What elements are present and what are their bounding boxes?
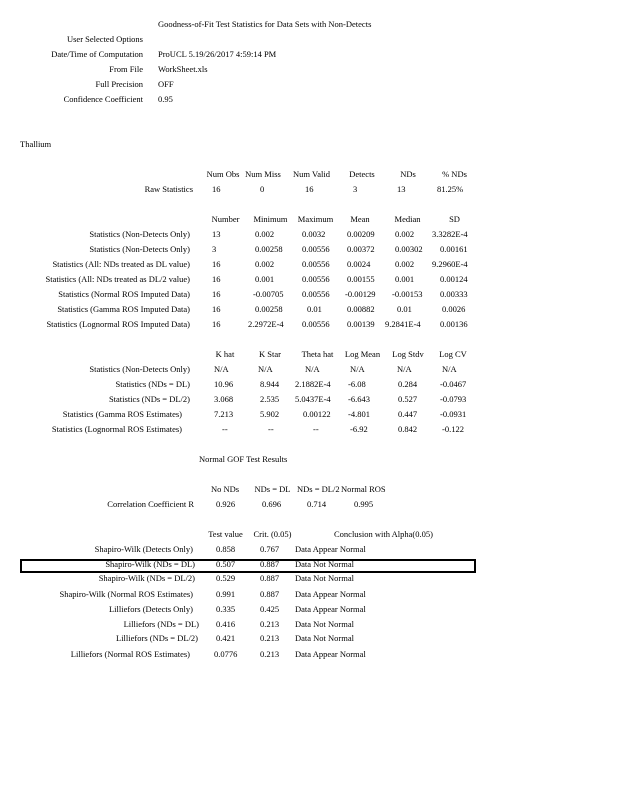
shape-cell: -6.643 [348,394,370,404]
desc-row-label: Statistics (All: NDs treated as DL value) [52,259,190,269]
test-row-label: Lilliefors (NDs = DL/2) [116,633,198,643]
shape-cell: N/A [397,364,412,374]
report-title: Goodness-of-Fit Test Statistics for Data Sets with Non-Detects [158,19,372,29]
test-row-label: Shapiro-Wilk (NDs = DL) [105,559,195,569]
test-conclusion: Data Appear Normal [295,544,366,554]
desc-cell: 16 [212,259,221,269]
desc-cell: 0.00155 [347,274,375,284]
test-conclusion: Data Not Normal [295,559,355,569]
shape-cell: 0.284 [398,379,418,389]
variable-name: Thallium [20,139,52,149]
desc-cell: 0.001 [395,274,415,284]
desc-cell: 0.00258 [255,304,283,314]
desc-cell: 0.002 [395,259,415,269]
desc-header: Number [211,214,240,224]
shape-cell: -6.92 [350,424,368,434]
gof-cell: 0.926 [216,499,236,509]
raw-header: Num Valid [293,169,330,179]
shape-cell: 5.0437E-4 [295,394,331,404]
raw-value: 16 [212,184,221,194]
gof-row-label: Correlation Coefficient R [107,499,194,509]
raw-header: Num Obs [206,169,240,179]
shape-header: K hat [215,349,235,359]
shape-header: Theta hat [301,349,334,359]
shape-cell: -0.0467 [440,379,467,389]
desc-header: Median [394,214,421,224]
raw-header: % NDs [442,169,467,179]
test-row-label: Shapiro-Wilk (Normal ROS Estimates) [59,589,193,599]
desc-cell: 0.00882 [347,304,375,314]
test-crit: 0.213 [260,633,280,643]
shape-cell: N/A [350,364,365,374]
raw-value: 3 [353,184,358,194]
raw-header: Num Miss [245,169,281,179]
desc-cell: 0.00333 [440,289,468,299]
shape-cell: 7.213 [214,409,234,419]
tests-header: Conclusion with Alpha(0.05) [334,529,433,539]
gof-header: NDs = DL/2 [297,484,340,494]
test-conclusion: Data Not Normal [295,573,355,583]
desc-row-label: Statistics (Lognormal ROS Imputed Data) [46,319,190,329]
option-label: Full Precision [95,79,143,89]
test-value: 0.991 [216,589,236,599]
shape-cell: 0.447 [398,409,418,419]
desc-cell: 0.01 [307,304,322,314]
test-conclusion: Data Appear Normal [295,649,366,659]
desc-row-label: Statistics (Non-Detects Only) [89,244,190,254]
desc-cell: 0.00258 [255,244,283,254]
shape-cell: 2.1882E-4 [295,379,331,389]
option-label: From File [109,64,143,74]
desc-cell: 0.00161 [440,244,468,254]
test-row-label: Lilliefors (Detects Only) [108,604,193,614]
desc-row-label: Statistics (Normal ROS Imputed Data) [58,289,190,299]
raw-header: Detects [349,169,375,179]
desc-cell: 0.002 [255,229,275,239]
shape-cell: 0.527 [398,394,418,404]
normal-gof-title: Normal GOF Test Results [199,454,288,464]
desc-cell: 0.00139 [347,319,375,329]
test-crit: 0.767 [260,544,280,554]
desc-cell: 0.002 [255,259,275,269]
desc-cell: 0.00124 [440,274,468,284]
shape-cell: N/A [258,364,273,374]
desc-row-label: Statistics (Gamma ROS Imputed Data) [57,304,190,314]
raw-header: NDs [400,169,416,179]
shape-header: Log Mean [344,349,381,359]
options-section-label: User Selected Options [66,34,143,44]
shape-cell: -6.08 [348,379,366,389]
gof-cell: 0.995 [354,499,374,509]
shape-row-label: Statistics (NDs = DL) [115,379,190,389]
gof-header: Normal ROS [341,484,386,494]
shape-header: Log CV [439,349,467,359]
desc-cell: 16 [212,319,221,329]
desc-cell: 0.00302 [395,244,423,254]
desc-row-label: Statistics (Non-Detects Only) [89,229,190,239]
test-conclusion: Data Not Normal [295,619,355,629]
test-value: 0.507 [216,559,236,569]
desc-cell: 0.00372 [347,244,375,254]
shape-cell: -- [313,424,319,434]
option-value: ProUCL 5.19/26/2017 4:59:14 PM [158,49,277,59]
option-value: 0.95 [158,94,173,104]
test-value: 0.0776 [214,649,238,659]
desc-cell: 0.001 [255,274,275,284]
test-row-label: Lilliefors (Normal ROS Estimates) [70,649,190,659]
desc-header: SD [449,214,460,224]
shape-cell: -0.122 [442,424,464,434]
gof-cell: 0.696 [262,499,282,509]
option-label: Date/Time of Computation [51,49,143,59]
test-crit: 0.887 [260,589,280,599]
desc-cell: 3.3282E-4 [432,229,468,239]
shape-row-label: Statistics (NDs = DL/2) [108,394,190,404]
raw-value: 13 [397,184,406,194]
test-crit: 0.887 [260,559,280,569]
tests-header: Test value [208,529,243,539]
option-value: WorkSheet.xls [158,64,208,74]
shape-cell: -4.801 [348,409,370,419]
desc-cell: 0.01 [397,304,412,314]
desc-cell: 16 [212,304,221,314]
desc-header: Maximum [297,214,334,224]
desc-cell: 13 [212,229,221,239]
test-value: 0.416 [216,619,236,629]
raw-value: 0 [260,184,265,194]
desc-cell: 16 [212,274,221,284]
test-row-label: Shapiro-Wilk (NDs = DL/2) [98,573,195,583]
desc-cell: 0.00136 [440,319,468,329]
test-conclusion: Data Appear Normal [295,589,366,599]
test-conclusion: Data Not Normal [295,633,355,643]
test-value: 0.335 [216,604,236,614]
desc-cell: 16 [212,289,221,299]
desc-cell: 0.0026 [442,304,466,314]
desc-cell: 0.00556 [302,274,330,284]
shape-cell: 0.00122 [303,409,331,419]
desc-row-label: Statistics (All: NDs treated as DL/2 value) [45,274,190,284]
test-value: 0.529 [216,573,236,583]
desc-cell: 9.2960E-4 [432,259,468,269]
test-row-label: Shapiro-Wilk (Detects Only) [94,544,193,554]
desc-cell: 0.00556 [302,244,330,254]
shape-cell: -0.0931 [440,409,467,419]
shape-cell: N/A [442,364,457,374]
option-value: OFF [158,79,174,89]
desc-cell: 0.0024 [347,259,371,269]
desc-cell: -0.00129 [345,289,376,299]
desc-cell: 2.2972E-4 [248,319,284,329]
test-crit: 0.213 [260,619,280,629]
desc-cell: 0.002 [395,229,415,239]
shape-cell: 8.944 [260,379,280,389]
test-crit: 0.213 [260,649,280,659]
desc-header: Minimum [253,214,288,224]
desc-cell: 0.00556 [302,259,330,269]
desc-cell: 3 [212,244,217,254]
shape-cell: 5.902 [260,409,280,419]
shape-cell: 10.96 [214,379,234,389]
desc-cell: 0.0032 [302,229,326,239]
shape-cell: 0.842 [398,424,418,434]
desc-cell: -0.00153 [392,289,423,299]
raw-value: 81.25% [437,184,464,194]
test-conclusion: Data Appear Normal [295,604,366,614]
desc-cell: -0.00705 [253,289,284,299]
shape-row-label: Statistics (Lognormal ROS Estimates) [51,424,182,434]
raw-label: Raw Statistics [144,184,193,194]
shape-cell: N/A [305,364,320,374]
gof-cell: 0.714 [307,499,327,509]
desc-cell: 0.00556 [302,289,330,299]
shape-row-label: Statistics (Non-Detects Only) [89,364,190,374]
shape-cell: N/A [214,364,229,374]
desc-cell: 0.00556 [302,319,330,329]
desc-cell: 9.2841E-4 [385,319,421,329]
test-row-label: Lilliefors (NDs = DL) [123,619,199,629]
tests-header: Crit. (0.05) [253,529,292,539]
test-value: 0.858 [216,544,236,554]
highlight-box [20,559,476,573]
gof-header: No NDs [210,484,240,494]
shape-row-label: Statistics (Gamma ROS Estimates) [62,409,182,419]
raw-value: 16 [305,184,314,194]
desc-header: Mean [350,214,370,224]
shape-cell: -0.0793 [440,394,467,404]
gof-header: NDs = DL [254,484,291,494]
test-crit: 0.425 [260,604,280,614]
shape-cell: 2.535 [260,394,280,404]
option-label: Confidence Coefficient [63,94,143,104]
test-value: 0.421 [216,633,236,643]
shape-header: Log Stdv [392,349,424,359]
shape-cell: -- [222,424,228,434]
shape-cell: 3.068 [214,394,234,404]
shape-cell: -- [268,424,274,434]
desc-cell: 0.00209 [347,229,375,239]
shape-header: K Star [259,349,281,359]
test-crit: 0.887 [260,573,280,583]
